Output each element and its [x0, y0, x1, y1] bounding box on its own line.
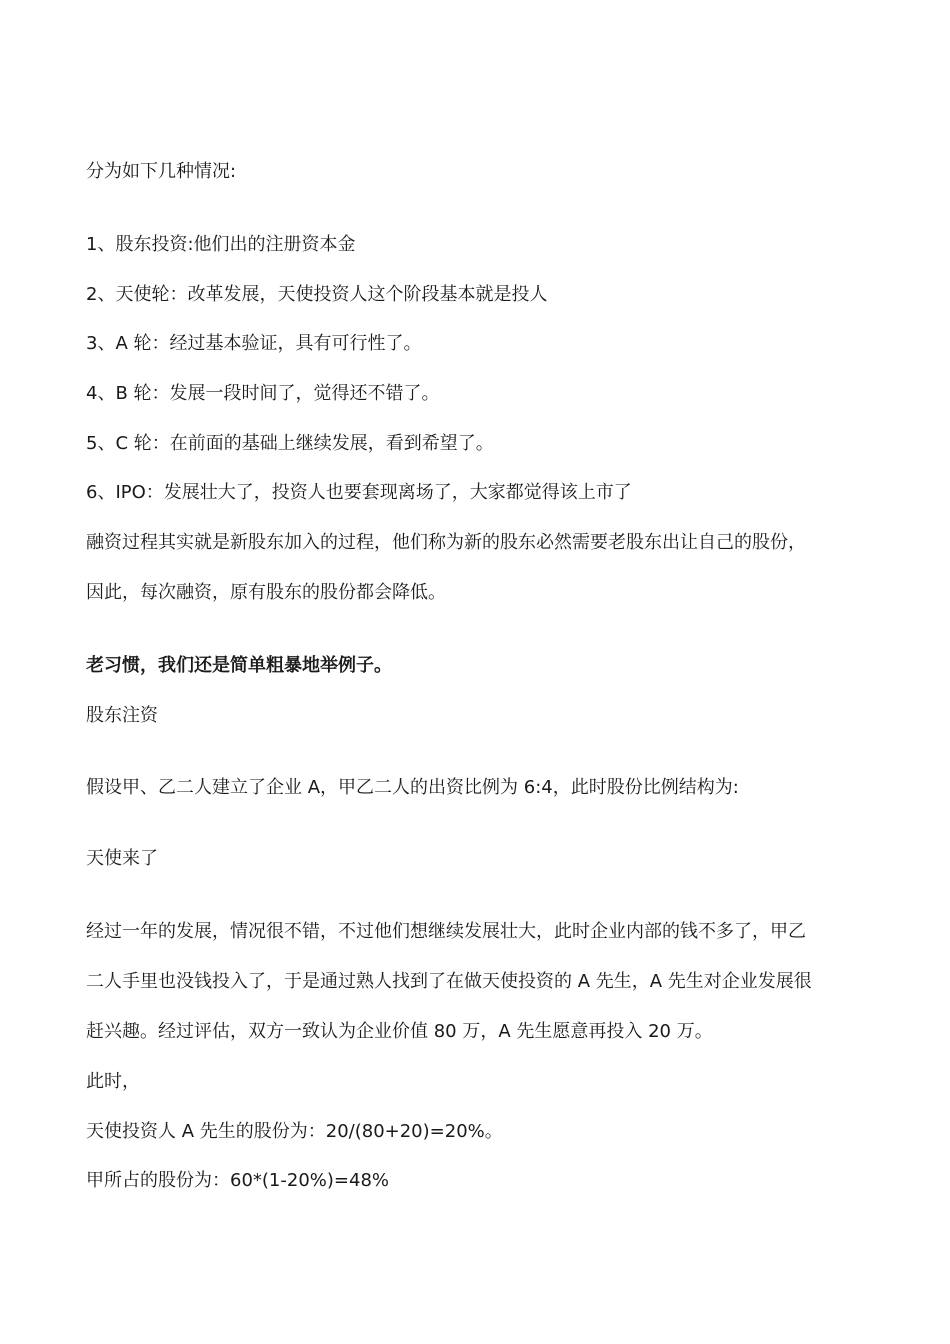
- round-item-4: 4、B 轮：发展一段时间了，觉得还不错了。: [86, 383, 440, 404]
- round-item-1: 1、股东投资:他们出的注册资本金: [86, 234, 356, 255]
- round-item-6: 6、IPO：发展壮大了，投资人也要套现离场了，大家都觉得该上市了: [86, 482, 632, 503]
- result-jia-share: 甲所占的股份为：60*(1-20%)=48%: [86, 1170, 389, 1191]
- angel-paragraph-line-1: 经过一年的发展，情况很不错，不过他们想继续发展壮大，此时企业内部的钱不多了，甲乙: [86, 921, 806, 942]
- summary-line-2: 因此，每次融资，原有股东的股份都会降低。: [86, 582, 446, 603]
- angel-paragraph-line-3: 赶兴趣。经过评估，双方一致认为企业价值 80 万，A 先生愿意再投入 20 万。: [86, 1021, 713, 1042]
- shareholder-paragraph: 假设甲、乙二人建立了企业 A，甲乙二人的出资比例为 6:4，此时股份比例结构为:: [86, 777, 739, 798]
- result-angel-share: 天使投资人 A 先生的股份为：20/(80+20)=20%。: [86, 1121, 503, 1142]
- intro-text: 分为如下几种情况:: [86, 161, 237, 182]
- round-item-5: 5、C 轮：在前面的基础上继续发展，看到希望了。: [86, 433, 494, 454]
- round-item-3: 3、A 轮：经过基本验证，具有可行性了。: [86, 333, 422, 354]
- result-intro: 此时，: [86, 1071, 140, 1092]
- section-heading-shareholder: 股东注资: [86, 705, 158, 726]
- round-item-2: 2、天使轮：改革发展，天使投资人这个阶段基本就是投人: [86, 284, 548, 305]
- example-heading: 老习惯，我们还是简单粗暴地举例子。: [86, 655, 392, 676]
- section-heading-angel: 天使来了: [86, 848, 158, 869]
- angel-paragraph-line-2: 二人手里也没钱投入了，于是通过熟人找到了在做天使投资的 A 先生，A 先生对企业发展很: [86, 971, 812, 992]
- summary-line-1: 融资过程其实就是新股东加入的过程，他们称为新的股东必然需要老股东出让自己的股份，: [86, 532, 806, 553]
